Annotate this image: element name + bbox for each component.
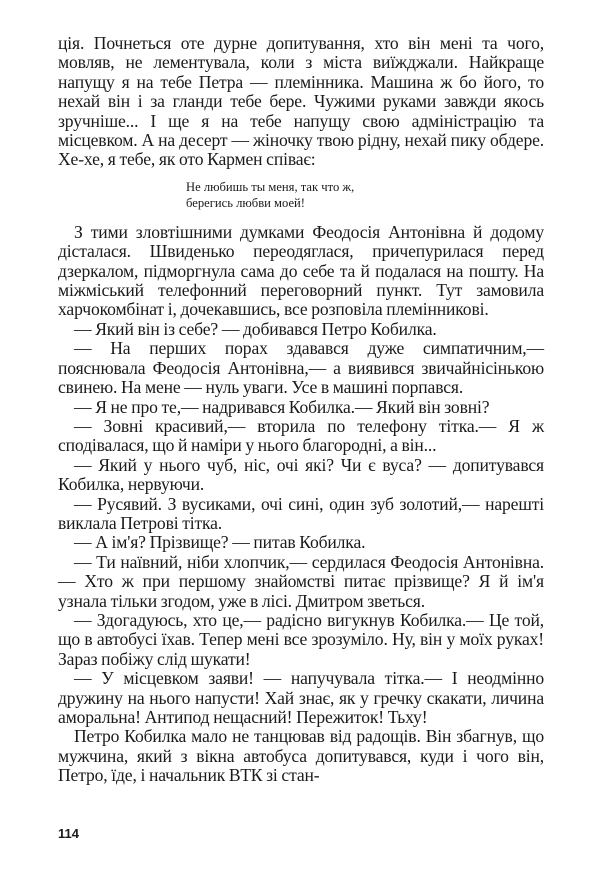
- poem-line: Не любишь ты меня, так что ж,: [186, 179, 355, 194]
- dialogue-line: — Я не про те,— надривався Кобилка.— Який він зовні?: [74, 396, 490, 417]
- poem-line: берегись любви моей!: [186, 196, 305, 211]
- dialogue-line: — Здогадуюсь, хто це,— радісно вигукнув Кобилка.— Це той, що в автобусі їхав. Тепер мені все зрозуміло. Ну, він у моїх руках! Зараз побіжу слід шукати!: [58, 609, 544, 669]
- poem-quote: [58, 179, 544, 212]
- dialogue-line: — Русявий. З вусиками, очі сині, один зуб золотий,— нарешті виклала Петрові тітка.: [58, 493, 544, 533]
- page-number: 114: [58, 826, 79, 841]
- dialogue-line: — Який у нього чуб, ніс, очі які? Чи є вуса? — допитувався Кобилка, нервуючи.: [58, 454, 544, 495]
- paragraph: Петро Кобилка мало не танцював від радощів. Він збагнув, що мужчина, який з вікна автобуса допитувався, куди і чого він, Петро, їде, і начальник ВТК зі стан-: [58, 726, 544, 786]
- paragraph: З тими зловтішними думками Феодосія Антонівна й додому дісталася. Швиденько переодяглася, причепурилася перед дзеркалом, підморгнула сама до себе та й подалася на пошту. На міжміський телефонний переговорний пункт. Тут замовила харчокомбінат і, дочекавшись, все розповіла племінникові.: [58, 221, 544, 320]
- dialogue-line: — На перших порах здавався дуже симпатичним,— пояснювала Феодосія Антонівна,— а виявився звичайнісінькою свинею. На мене — нуль уваги. Усе в машині порпався.: [58, 338, 544, 398]
- dialogue-line: — Ти наївний, ніби хлопчик,— сердилася Феодосія Антонівна.— Хто ж при першому знайомстві питає прізвище? Я й ім'я узнала тільки згодом, уже в лісі. Дмитром зветься.: [58, 551, 544, 611]
- dialogue-line: — А ім'я? Прізвище? — питав Кобилка.: [74, 532, 366, 553]
- dialogue-line: — Який він із себе? — добивався Петро Кобилка.: [74, 318, 437, 339]
- dialogue-line: — Зовні красивий,— вторила по телефону тітка.— Я ж сподівалася, що й наміри у нього благородні, а він...: [58, 415, 544, 456]
- paragraph: ція. Почнеться оте дурне допитування, хто він мені та чого, мовляв, не лементувала, коли з міста виїжджали. Найкраще напущу я на тебе Петра — племінника. Машина ж бо його, то нехай він і за гланди тебе бере. Чужими руками завжди якось зручніше... І ще я на тебе напущу свою адміністрацію та місцевком. А на десерт — жіночку твою рідну, нехай пику обдере. Хе-хе, я тебе, як ото Кармен співає:: [58, 33, 544, 170]
- book-page: [58, 34, 544, 786]
- dialogue-line: — У місцевком заяви! — напучувала тітка.— І неодмінно дружину на нього напусти! Хай знає, як у гречку скакати, личина аморальна! Антипод нещасний! Пережиток! Тьху!: [58, 668, 544, 727]
